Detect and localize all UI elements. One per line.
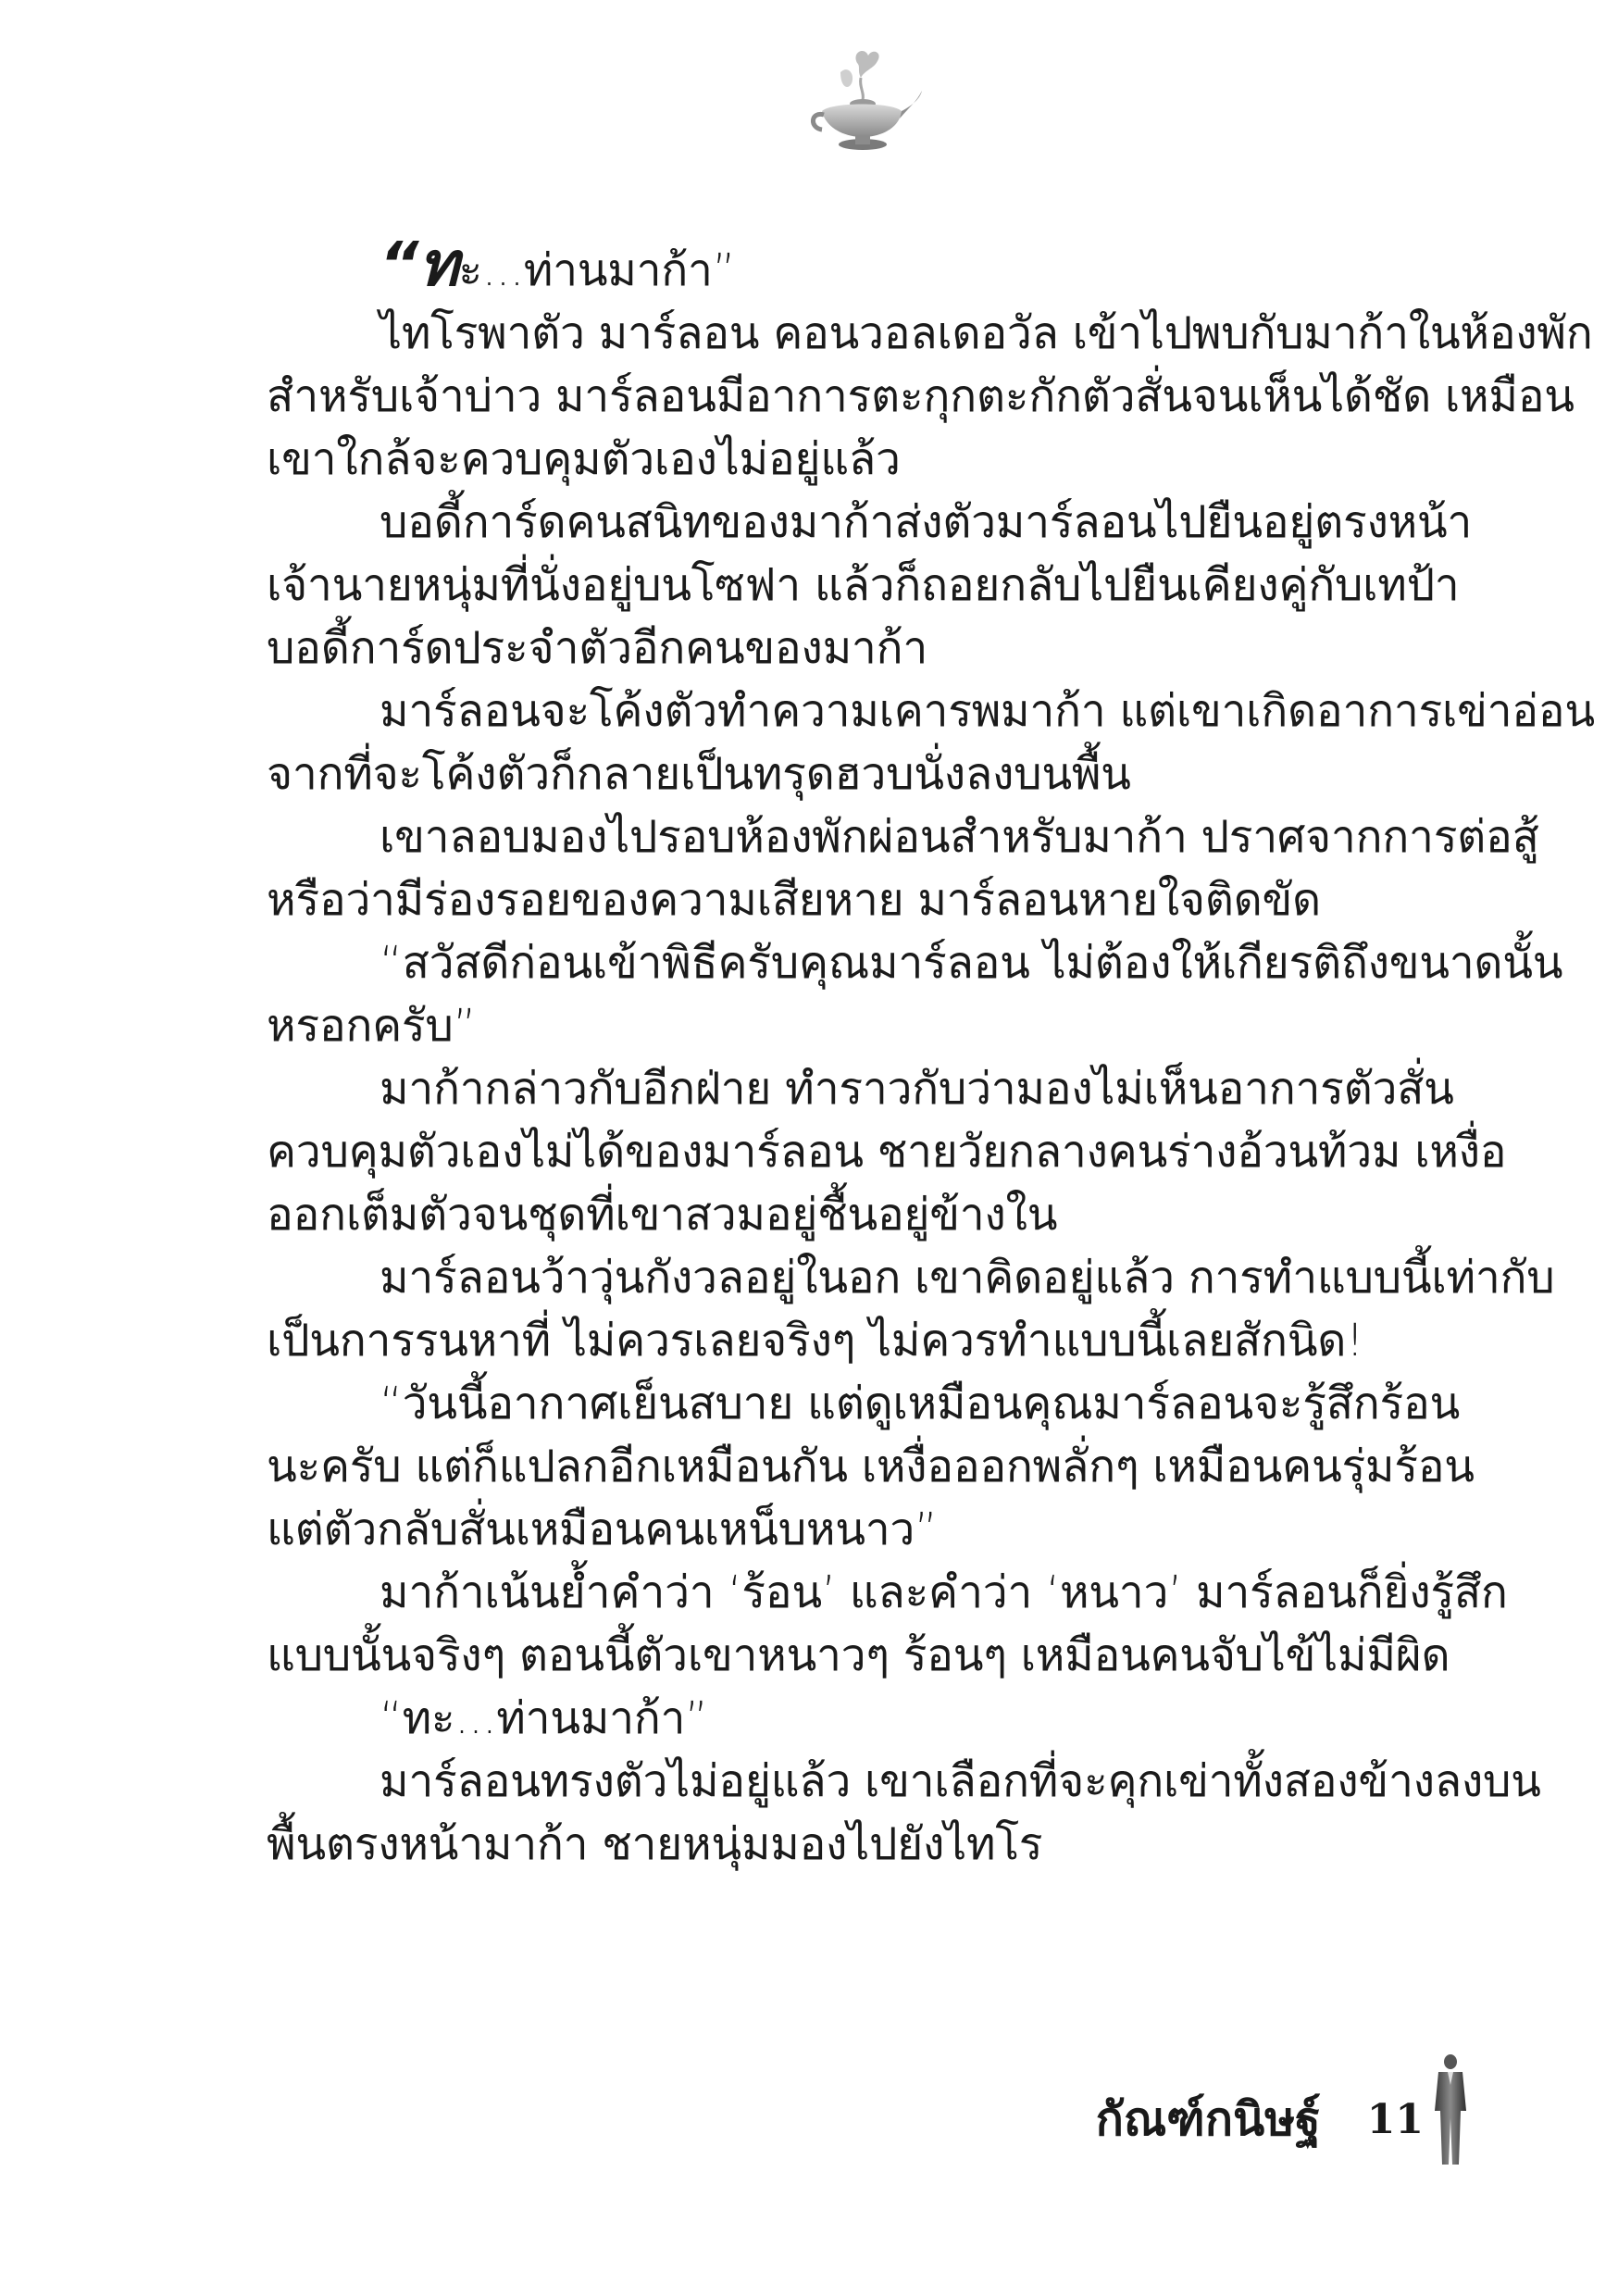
paragraph-line: แบบนั้นจริงๆ ตอนนี้ตัวเขาหนาวๆ ร้อนๆ เหมือนคนจับไข้ไม่มีผิด [267,1629,1450,1681]
suited-man-icon [1431,2053,1470,2166]
paragraph-line: มาร์ลอนจะโค้งตัวทำความเคารพมาก้า แต่เขาเกิดอาการเข่าอ่อน [380,685,1595,737]
dialogue-text: ะ...ท่านมาก้า” [458,244,736,296]
paragraph-line: นะครับ แต่ก็แปลกอีกเหมือนกัน เหงื่อออกพลั่กๆ เหมือนคนรุ่มร้อน [267,1441,1475,1492]
paragraph-line: บอดี้การ์ดคนสนิทของมาก้าส่งตัวมาร์ลอนไปยืนอยู่ตรงหน้า [380,496,1473,548]
paragraph-line: “สวัสดีก่อนเข้าพิธีครับคุณมาร์ลอน ไม่ต้องให้เกียรติถึงขนาดนั้น [380,937,1563,989]
paragraph-line: “วันนี้อากาศเย็นสบาย แต่ดูเหมือนคุณมาร์ลอนจะรู้สึกร้อน [380,1378,1461,1429]
paragraph-line: เจ้านายหนุ่มที่นั่งอยู่บนโซฟา แล้วก็ถอยกลับไปยืนเคียงคู่กับเทป้า [267,559,1460,611]
paragraph-line: “ทะ...ท่านมาก้า” [380,1692,708,1744]
paragraph-line: มาก้าเน้นย้ำคำว่า ‘ร้อน’ และคำว่า ‘หนาว’ มาร์ลอนก็ยิ่งรู้สึก [380,1566,1508,1618]
book-title: กัณฑ์กนิษฐ์ [1095,2091,1321,2146]
paragraph-line: เขาลอบมองไปรอบห้องพักผ่อนสำหรับมาก้า ปราศจากการต่อสู้ [380,811,1539,863]
paragraph-line: เขาใกล้จะควบคุมตัวเองไม่อยู่แล้ว [267,433,901,485]
paragraph-line: เป็นการรนหาที่ ไม่ควรเลยจริงๆ ไม่ควรทำแบบนี้เลยสักนิด! [267,1315,1364,1366]
body-text [267,229,1595,1876]
paragraph-line: จากที่จะโค้งตัวก็กลายเป็นทรุดฮวบนั่งลงบนพื้น [267,748,1131,800]
page-footer [1096,2083,1424,2156]
page-number: 11 [1366,2096,1424,2143]
paragraph-lines [267,302,1595,1876]
paragraph-line: มาร์ลอนว้าวุ่นกังวลอยู่ในอก เขาคิดอยู่แล้ว การทำแบบนี้เท่ากับ [380,1252,1555,1304]
drop-cap: “ท [380,229,459,300]
paragraph-line: ควบคุมตัวเองไม่ได้ของมาร์ลอน ชายวัยกลางคนร่างอ้วนท้วม เหงื่อ [267,1126,1507,1178]
paragraph-line: หรือว่ามีร่องรอยของความเสียหาย มาร์ลอนหายใจติดขัด [267,874,1321,926]
paragraph-line: หรอกครับ” [267,1000,477,1052]
paragraph-line: สำหรับเจ้าบ่าว มาร์ลอนมีอาการตะกุกตะกักตัวสั่นจนเห็นได้ชัด เหมือน [267,370,1574,422]
paragraph-line: บอดี้การ์ดประจำตัวอีกคนของมาก้า [267,622,927,674]
paragraph-line: พื้นตรงหน้ามาก้า ชายหนุ่มมองไปยังไทโร [267,1818,1043,1870]
paragraph-line: ออกเต็มตัวจนชุดที่เขาสวมอยู่ชื้นอยู่ข้างใน [267,1189,1058,1241]
paragraph-line: มาก้ากล่าวกับอีกฝ่าย ทำราวกับว่ามองไม่เห็นอาการตัวสั่น [380,1063,1454,1115]
paragraph-line: ไทโรพาตัว มาร์ลอน คอนวอลเดอวัล เข้าไปพบกับมาก้าในห้องพัก [380,307,1593,359]
genie-lamp-icon [803,46,924,157]
paragraph-line: แต่ตัวกลับสั่นเหมือนคนเหน็บหนาว” [267,1504,938,1555]
paragraph-line [267,229,1461,302]
paragraph-line: มาร์ลอนทรงตัวไม่อยู่แล้ว เขาเลือกที่จะคุกเข่าทั้งสองข้างลงบน [380,1755,1541,1807]
